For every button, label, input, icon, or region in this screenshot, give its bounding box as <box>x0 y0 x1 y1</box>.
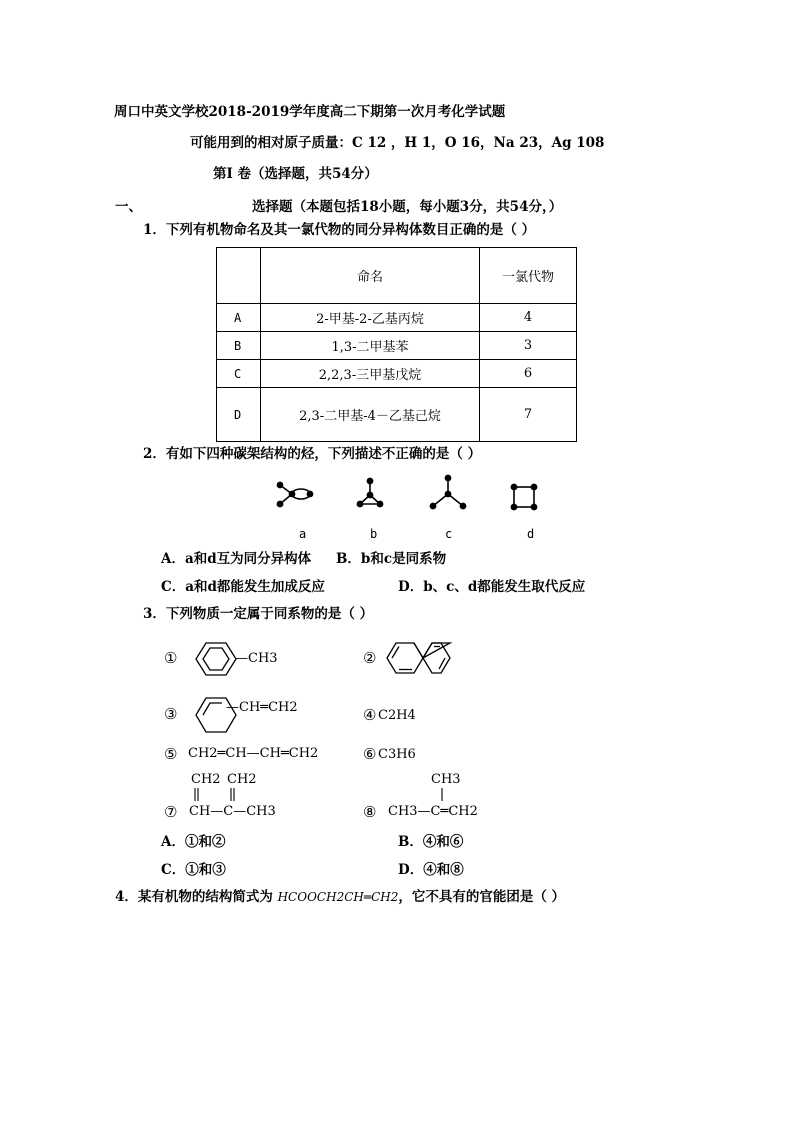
q3-option-d: D．④和⑧ <box>398 862 464 878</box>
molecule-7-main: CH—C—CH3 <box>189 804 276 819</box>
row-label: B <box>217 332 261 360</box>
mark-8: ⑧ <box>363 803 377 821</box>
skeleton-b <box>357 478 382 506</box>
row-label: C <box>217 360 261 388</box>
mark-7: ⑦ <box>164 803 178 821</box>
molecule-7-top-left: CH2 <box>191 772 221 787</box>
table-row <box>217 360 577 388</box>
skeleton-label-a: a <box>299 527 307 541</box>
row-count: 6 <box>480 360 577 388</box>
q1-stem: 1．下列有机物命名及其一氯代物的同分异构体数目正确的是（ ） <box>143 222 536 238</box>
double-bond-lines <box>190 787 250 803</box>
table-row <box>217 304 577 332</box>
table-row <box>217 332 577 360</box>
row-name: 2-甲基-2-乙基丙烷 <box>261 304 480 332</box>
benzene-ring-icon <box>186 638 242 682</box>
q2-option-d: D．b、c、d都能发生取代反应 <box>398 579 586 595</box>
part-title: 选择题（本题包括18小题，每小题3分，共54分，） <box>252 199 563 215</box>
q2-option-c: C．a和d都能发生加成反应 <box>161 579 325 595</box>
molecule-6-formula: C3H6 <box>378 747 416 762</box>
part-number: 一、 <box>115 199 142 215</box>
section-heading: 第Ⅰ 卷（选择题，共54分） <box>213 166 378 182</box>
molecule-8-main: CH3—C═CH2 <box>388 804 478 819</box>
q2-stem: 2．有如下四种碳架结构的烃，下列描述不正确的是（ ） <box>143 446 482 462</box>
table-header-row <box>217 248 577 304</box>
carbon-skeleton-figures <box>270 478 600 522</box>
q3-stem: 3．下列物质一定属于同系物的是（ ） <box>143 606 374 622</box>
table-header-cell <box>217 248 261 304</box>
mark-5: ⑤ <box>164 745 178 763</box>
mark-3: ③ <box>164 705 178 723</box>
atomic-mass-line: 可能用到的相对原子质量：C 12 ，H 1，O 16，Na 23，Ag 108 <box>190 135 605 151</box>
molecule-8-top: CH3 <box>431 772 461 787</box>
row-name: 1,3-二甲基苯 <box>261 332 480 360</box>
q3-option-c: C．①和③ <box>161 862 226 878</box>
molecule-4-formula: C2H4 <box>378 708 416 723</box>
skeleton-label-c: c <box>445 527 453 541</box>
skeleton-label-b: b <box>370 527 378 541</box>
row-count: 7 <box>480 388 577 442</box>
molecule-5-formula: CH2═CH—CH═CH2 <box>188 746 319 761</box>
table-header-cell: 命名 <box>261 248 480 304</box>
row-label: A <box>217 304 261 332</box>
molecule-3-substituent: —CH═CH2 <box>226 700 298 715</box>
mark-6: ⑥ <box>363 745 377 763</box>
q4-stem-pre: 4．某有机物的结构简式为 <box>115 889 278 905</box>
mark-2: ② <box>363 649 377 667</box>
q2-option-b: B．b和c是同系物 <box>336 551 447 567</box>
row-count: 4 <box>480 304 577 332</box>
skeleton-a <box>277 482 312 506</box>
q4-stem <box>115 889 565 905</box>
table-row <box>217 388 577 442</box>
molecule-1-substituent: —CH3 <box>235 651 278 666</box>
row-label: D <box>217 388 261 442</box>
naphthalene-icon <box>384 634 454 682</box>
benzene-ring-icon <box>186 692 242 738</box>
table-header-cell: 一氯代物 <box>480 248 577 304</box>
exam-title: 周口中英文学校2018-2019学年度高二下期第一次月考化学试题 <box>114 104 506 120</box>
q2-option-a: A．a和d互为同分异构体 <box>161 551 312 567</box>
q3-option-b: B．④和⑥ <box>398 834 464 850</box>
q4-stem-post: ，它不具有的官能团是（ ） <box>398 889 566 905</box>
molecule-7-top-right: CH2 <box>227 772 257 787</box>
skeleton-label-d: d <box>527 527 535 541</box>
skeleton-c <box>430 475 465 508</box>
row-name: 2,3-二甲基-4－乙基己烷 <box>261 388 480 442</box>
row-name: 2,2,3-三甲基戊烷 <box>261 360 480 388</box>
skeleton-d <box>511 484 536 509</box>
row-count: 3 <box>480 332 577 360</box>
single-bond-line <box>436 787 448 803</box>
mark-4: ④ <box>363 706 377 724</box>
q1-table <box>216 247 577 442</box>
q3-option-a: A．①和② <box>161 834 226 850</box>
q4-formula: HCOOCH2CH═CH2 <box>277 890 399 904</box>
mark-1: ① <box>164 649 178 667</box>
